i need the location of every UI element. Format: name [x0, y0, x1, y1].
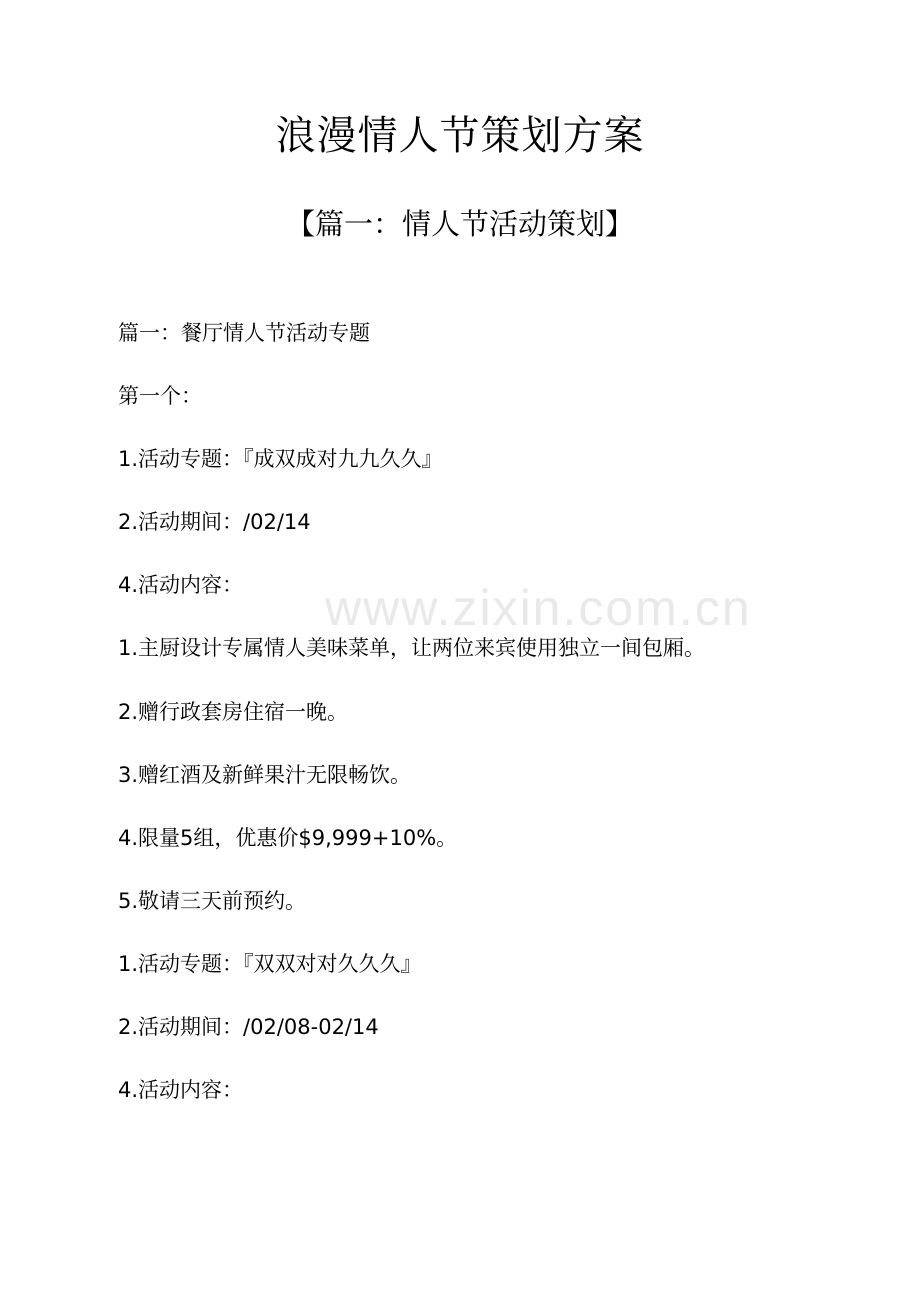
paragraph-line: 2.赠行政套房住宿一晚。 [118, 700, 349, 724]
paragraph-line: 1.主厨设计专属情人美味菜单，让两位来宾使用独立一间包厢。 [118, 636, 706, 660]
paragraph-line: 3.赠红酒及新鲜果汁无限畅饮。 [118, 763, 412, 787]
paragraph-line: 5.敬请三天前预约。 [118, 889, 307, 913]
paragraph-line: 4.活动内容： [118, 573, 244, 597]
paragraph-line: 1.活动专题：『成双成对九九久久』 [118, 447, 443, 471]
paragraph-line: 4.限量5组，优惠价$9,999+10%。 [118, 826, 458, 850]
paragraph-line: 1.活动专题：『双双对对久久久』 [118, 952, 422, 976]
watermark: www.zixin.com.cn [325, 580, 752, 636]
paragraph-line: 2.活动期间：/02/08-02/14 [118, 1015, 379, 1039]
document-subtitle: 【篇一：情人节活动策划】 [285, 207, 634, 241]
paragraph-line: 2.活动期间：/02/14 [118, 510, 311, 534]
document-title: 浪漫情人节策划方案 [275, 113, 645, 159]
section-heading: 篇一：餐厅情人节活动专题 [118, 321, 370, 345]
paragraph-line: 第一个： [118, 384, 202, 408]
paragraph-line: 4.活动内容： [118, 1078, 244, 1102]
